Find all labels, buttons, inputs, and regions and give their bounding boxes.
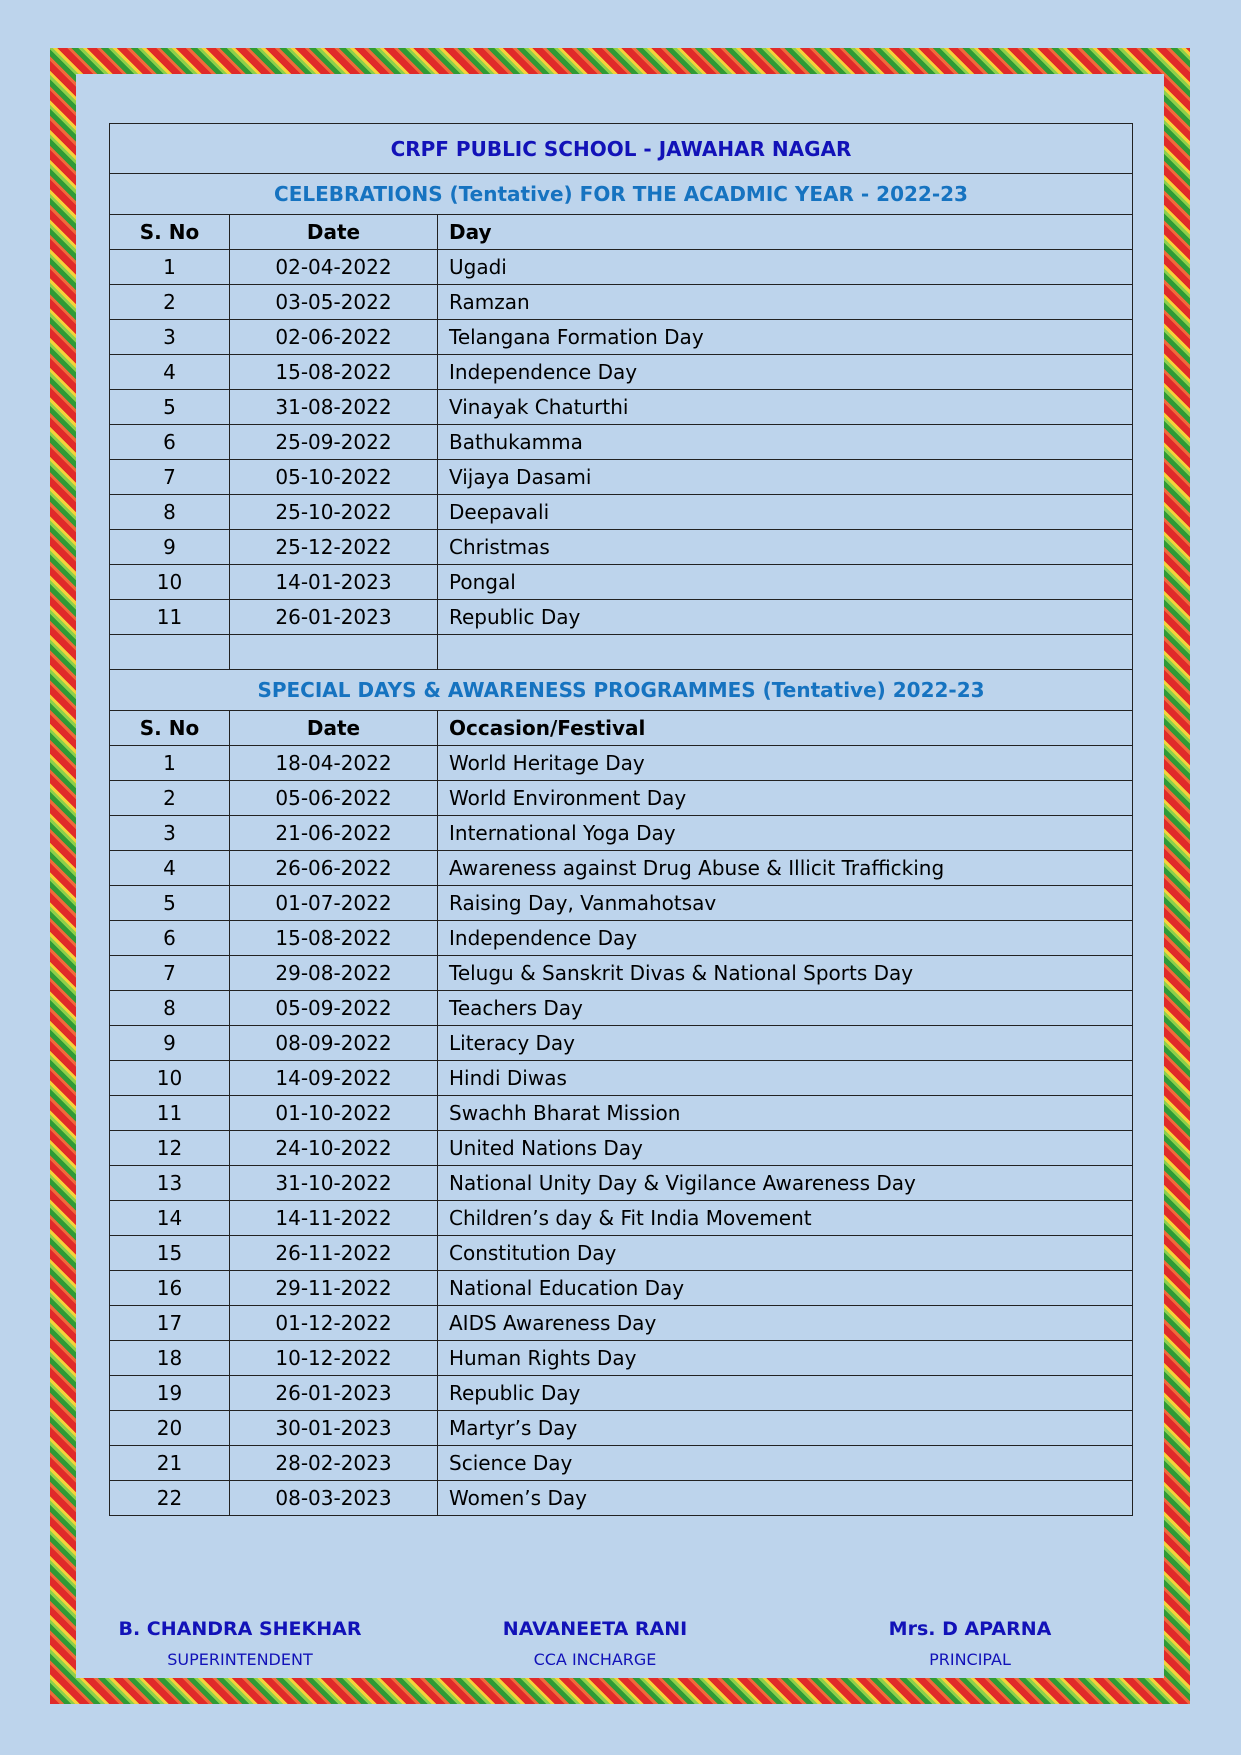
table-row xyxy=(110,816,1133,851)
cell-occasion: World Heritage Day xyxy=(438,746,1133,781)
cell-date: 18-04-2022 xyxy=(230,746,438,781)
cell-day: Christmas xyxy=(438,530,1133,565)
signature-role: SUPERINTENDENT xyxy=(167,1650,313,1669)
empty-cell xyxy=(230,635,438,670)
cell-sno: 10 xyxy=(110,1061,230,1096)
cell-sno: 20 xyxy=(110,1411,230,1446)
table-row xyxy=(110,320,1133,355)
table-row xyxy=(110,355,1133,390)
cell-sno: 3 xyxy=(110,320,230,355)
cell-sno: 4 xyxy=(110,355,230,390)
signature-name: Mrs. D APARNA xyxy=(888,1618,1052,1640)
table-row xyxy=(110,1096,1133,1131)
cell-sno: 9 xyxy=(110,530,230,565)
cell-date: 14-09-2022 xyxy=(230,1061,438,1096)
cell-date: 26-11-2022 xyxy=(230,1236,438,1271)
cell-sno: 21 xyxy=(110,1446,230,1481)
cell-occasion: National Education Day xyxy=(438,1271,1133,1306)
table-row xyxy=(110,285,1133,320)
table-row xyxy=(110,1306,1133,1341)
cell-day: Pongal xyxy=(438,565,1133,600)
cell-occasion: World Environment Day xyxy=(438,781,1133,816)
cell-occasion: United Nations Day xyxy=(438,1131,1133,1166)
cell-day: Ugadi xyxy=(438,250,1133,285)
table-row xyxy=(110,781,1133,816)
cell-sno: 14 xyxy=(110,1201,230,1236)
table-row xyxy=(110,250,1133,285)
cell-sno: 4 xyxy=(110,851,230,886)
cell-sno: 19 xyxy=(110,1376,230,1411)
celebrations-header-sno: S. No xyxy=(110,215,230,250)
cell-date: 01-10-2022 xyxy=(230,1096,438,1131)
table-row xyxy=(110,921,1133,956)
cell-sno: 5 xyxy=(110,390,230,425)
cell-day: Bathukamma xyxy=(438,425,1133,460)
special-header-occasion: Occasion/Festival xyxy=(438,711,1133,746)
school-title: CRPF PUBLIC SCHOOL - JAWAHAR NAGAR xyxy=(110,124,1133,174)
cell-date: 30-01-2023 xyxy=(230,1411,438,1446)
cell-occasion: Teachers Day xyxy=(438,991,1133,1026)
signature-role: CCA INCHARGE xyxy=(533,1650,657,1669)
table-row xyxy=(110,530,1133,565)
signature-cca-incharge xyxy=(475,1618,715,1669)
cell-occasion: Telugu & Sanskrit Divas & National Sports Day xyxy=(438,956,1133,991)
cell-sno: 7 xyxy=(110,460,230,495)
cell-date: 26-01-2023 xyxy=(230,1376,438,1411)
cell-sno: 11 xyxy=(110,1096,230,1131)
table-row xyxy=(110,390,1133,425)
special-days-title: SPECIAL DAYS & AWARENESS PROGRAMMES (Tentative) 2022-23 xyxy=(110,670,1133,711)
table-row xyxy=(110,565,1133,600)
cell-sno: 13 xyxy=(110,1166,230,1201)
cell-day: Telangana Formation Day xyxy=(438,320,1133,355)
cell-sno: 10 xyxy=(110,565,230,600)
cell-sno: 9 xyxy=(110,1026,230,1061)
celebrations-header-date: Date xyxy=(230,215,438,250)
empty-cell xyxy=(110,635,230,670)
cell-sno: 18 xyxy=(110,1341,230,1376)
cell-occasion: Human Rights Day xyxy=(438,1341,1133,1376)
table-row xyxy=(110,1201,1133,1236)
cell-sno: 12 xyxy=(110,1131,230,1166)
empty-row xyxy=(110,635,1133,670)
cell-sno: 11 xyxy=(110,600,230,635)
cell-sno: 15 xyxy=(110,1236,230,1271)
cell-occasion: National Unity Day & Vigilance Awareness Day xyxy=(438,1166,1133,1201)
cell-date: 25-09-2022 xyxy=(230,425,438,460)
table-row xyxy=(110,1341,1133,1376)
cell-sno: 8 xyxy=(110,495,230,530)
cell-date: 01-07-2022 xyxy=(230,886,438,921)
table-row xyxy=(110,746,1133,781)
cell-date: 10-12-2022 xyxy=(230,1341,438,1376)
cell-date: 26-01-2023 xyxy=(230,600,438,635)
signature-role: PRINCIPAL xyxy=(929,1650,1011,1669)
special-header-date: Date xyxy=(230,711,438,746)
cell-occasion: Women’s Day xyxy=(438,1481,1133,1516)
cell-date: 05-06-2022 xyxy=(230,781,438,816)
cell-occasion: Constitution Day xyxy=(438,1236,1133,1271)
cell-day: Republic Day xyxy=(438,600,1133,635)
table-row xyxy=(110,1026,1133,1061)
table-row xyxy=(110,851,1133,886)
cell-date: 14-11-2022 xyxy=(230,1201,438,1236)
cell-date: 25-10-2022 xyxy=(230,495,438,530)
table-row xyxy=(110,1061,1133,1096)
table-row xyxy=(110,956,1133,991)
schedule-table xyxy=(109,123,1133,1516)
table-row xyxy=(110,1236,1133,1271)
cell-date: 05-09-2022 xyxy=(230,991,438,1026)
cell-sno: 16 xyxy=(110,1271,230,1306)
table-row xyxy=(110,991,1133,1026)
cell-sno: 1 xyxy=(110,746,230,781)
table-row xyxy=(110,1446,1133,1481)
cell-sno: 6 xyxy=(110,921,230,956)
cell-sno: 6 xyxy=(110,425,230,460)
cell-day: Deepavali xyxy=(438,495,1133,530)
cell-date: 14-01-2023 xyxy=(230,565,438,600)
cell-sno: 2 xyxy=(110,285,230,320)
special-header-sno: S. No xyxy=(110,711,230,746)
table-row xyxy=(110,886,1133,921)
cell-date: 31-08-2022 xyxy=(230,390,438,425)
cell-occasion: Raising Day, Vanmahotsav xyxy=(438,886,1133,921)
cell-sno: 7 xyxy=(110,956,230,991)
table-row xyxy=(110,1481,1133,1516)
cell-date: 31-10-2022 xyxy=(230,1166,438,1201)
cell-date: 08-03-2023 xyxy=(230,1481,438,1516)
cell-date: 26-06-2022 xyxy=(230,851,438,886)
cell-date: 24-10-2022 xyxy=(230,1131,438,1166)
cell-sno: 22 xyxy=(110,1481,230,1516)
cell-sno: 5 xyxy=(110,886,230,921)
cell-sno: 17 xyxy=(110,1306,230,1341)
empty-cell xyxy=(438,635,1133,670)
table-row xyxy=(110,1166,1133,1201)
signature-name: B. CHANDRA SHEKHAR xyxy=(118,1618,362,1640)
cell-sno: 2 xyxy=(110,781,230,816)
cell-occasion: Awareness against Drug Abuse & Illicit Trafficking xyxy=(438,851,1133,886)
cell-date: 15-08-2022 xyxy=(230,355,438,390)
table-row xyxy=(110,460,1133,495)
cell-day: Vijaya Dasami xyxy=(438,460,1133,495)
cell-date: 21-06-2022 xyxy=(230,816,438,851)
signature-name: NAVANEETA RANI xyxy=(502,1618,688,1640)
cell-occasion: AIDS Awareness Day xyxy=(438,1306,1133,1341)
cell-date: 02-06-2022 xyxy=(230,320,438,355)
cell-date: 28-02-2023 xyxy=(230,1446,438,1481)
cell-occasion: Hindi Diwas xyxy=(438,1061,1133,1096)
cell-sno: 8 xyxy=(110,991,230,1026)
cell-date: 29-08-2022 xyxy=(230,956,438,991)
cell-occasion: Swachh Bharat Mission xyxy=(438,1096,1133,1131)
cell-date: 08-09-2022 xyxy=(230,1026,438,1061)
table-row xyxy=(110,495,1133,530)
cell-occasion: Children’s day & Fit India Movement xyxy=(438,1201,1133,1236)
cell-day: Vinayak Chaturthi xyxy=(438,390,1133,425)
cell-occasion: International Yoga Day xyxy=(438,816,1133,851)
signature-superintendent xyxy=(110,1618,370,1669)
table-row xyxy=(110,600,1133,635)
celebrations-header-day: Day xyxy=(438,215,1133,250)
cell-date: 15-08-2022 xyxy=(230,921,438,956)
table-row xyxy=(110,1131,1133,1166)
table-row xyxy=(110,1376,1133,1411)
cell-sno: 3 xyxy=(110,816,230,851)
table-row xyxy=(110,425,1133,460)
cell-day: Independence Day xyxy=(438,355,1133,390)
cell-date: 05-10-2022 xyxy=(230,460,438,495)
celebrations-title: CELEBRATIONS (Tentative) FOR THE ACADMIC YEAR - 2022-23 xyxy=(110,174,1133,215)
cell-occasion: Science Day xyxy=(438,1446,1133,1481)
cell-occasion: Martyr’s Day xyxy=(438,1411,1133,1446)
cell-occasion: Literacy Day xyxy=(438,1026,1133,1061)
cell-date: 29-11-2022 xyxy=(230,1271,438,1306)
cell-date: 25-12-2022 xyxy=(230,530,438,565)
cell-date: 02-04-2022 xyxy=(230,250,438,285)
table-row xyxy=(110,1411,1133,1446)
cell-occasion: Republic Day xyxy=(438,1376,1133,1411)
signature-principal xyxy=(860,1618,1080,1669)
cell-day: Ramzan xyxy=(438,285,1133,320)
table-row xyxy=(110,1271,1133,1306)
cell-sno: 1 xyxy=(110,250,230,285)
cell-date: 01-12-2022 xyxy=(230,1306,438,1341)
cell-occasion: Independence Day xyxy=(438,921,1133,956)
cell-date: 03-05-2022 xyxy=(230,285,438,320)
